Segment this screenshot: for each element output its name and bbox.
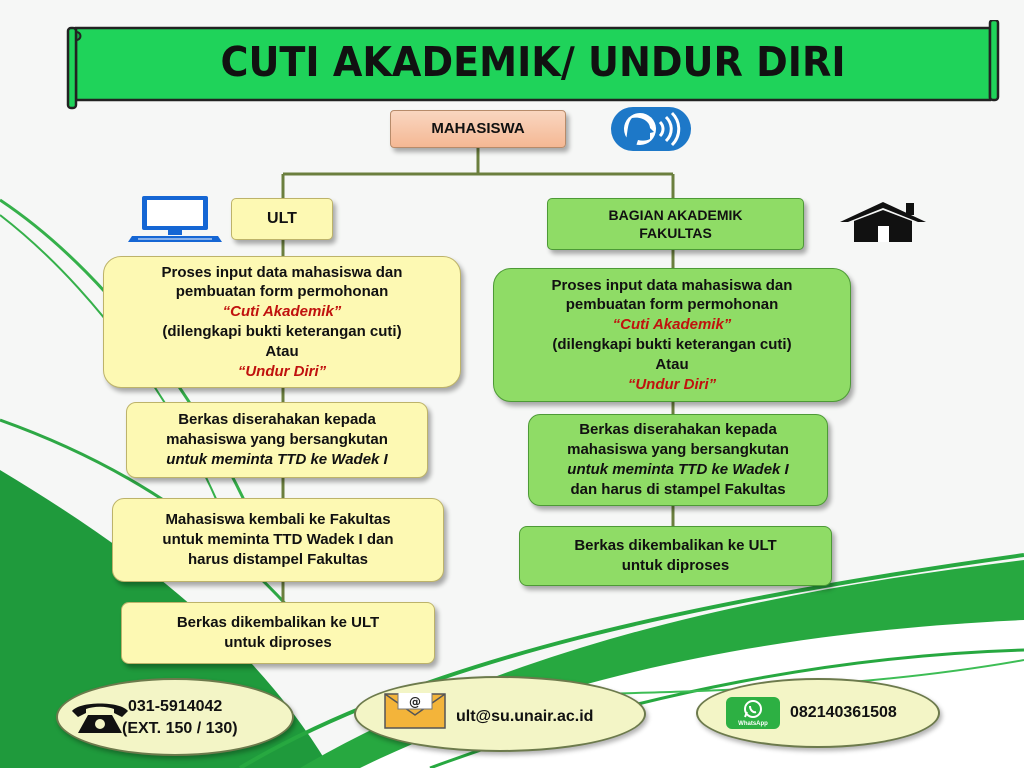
left-step-3: [112, 498, 444, 582]
left-step-1-line-5: Atau: [265, 342, 299, 360]
left-step-2-line-3: untuk meminta TTD ke Wadek I: [166, 450, 388, 468]
left-step-1-undur: “Undur Diri”: [237, 362, 327, 380]
left-step-1-line-4: (dilengkapi bukti keterangan cuti): [162, 323, 402, 340]
email-text: ult@su.unair.ac.id: [456, 708, 594, 725]
left-step-2-line-2: mahasiswa yang bersangkutan: [166, 431, 388, 449]
right-step-1-line-4: (dilengkapi bukti keterangan cuti): [552, 336, 792, 353]
mahasiswa-label: MAHASISWA: [431, 120, 525, 138]
whatsapp-number: 082140361508: [790, 704, 897, 721]
akademik-header: [547, 198, 804, 250]
ult-header: [231, 198, 333, 240]
right-step-3-line-2: untuk diproses: [621, 557, 730, 574]
house-icon: [838, 200, 928, 244]
phone-text: [122, 696, 238, 739]
left-step-4: [121, 602, 435, 664]
page-title: CUTI AKADEMIK/ UNDUR DIRI: [220, 38, 846, 86]
whatsapp-logo-text: WhatsApp: [738, 721, 768, 727]
akademik-header-line-2: FAKULTAS: [639, 225, 712, 241]
akademik-header-line-1: BAGIAN AKADEMIK: [608, 206, 743, 223]
right-step-1: [493, 268, 851, 402]
right-step-1-line-1: Proses input data mahasiswa dan: [551, 276, 793, 294]
right-step-2: [528, 414, 828, 506]
left-step-4-line-2: untuk diproses: [224, 634, 332, 651]
whatsapp-icon: [726, 697, 780, 729]
left-step-1-line-2: pembuatan form permohonan: [175, 283, 389, 301]
right-step-2-line-4: dan harus di stampel Fakultas: [570, 480, 786, 498]
speaking-person-icon: [610, 106, 692, 152]
left-step-1-line-1: Proses input data mahasiswa dan: [161, 263, 403, 281]
mahasiswa-node: [390, 110, 566, 148]
right-step-2-line-1: Berkas diserahakan kepada: [579, 421, 777, 439]
svg-text:@: @: [409, 695, 421, 709]
left-step-3-line-3: harus distampel Fakultas: [187, 550, 369, 568]
right-step-3: [519, 526, 832, 586]
right-step-3-line-1: Berkas dikembalikan ke ULT: [574, 537, 777, 555]
computer-icon: [128, 194, 224, 244]
right-step-1-undur: “Undur Diri”: [627, 375, 717, 393]
left-step-1-cuti: “Cuti Akademik”: [222, 303, 342, 321]
phone-extension: (EXT. 150 / 130): [122, 719, 238, 737]
right-step-1-line-2: pembuatan form permohonan: [565, 296, 779, 314]
envelope-icon: [384, 693, 446, 729]
phone-number: 031-5914042: [128, 698, 223, 715]
telephone-icon: [70, 701, 130, 735]
left-step-3-line-1: Mahasiswa kembali ke Fakultas: [165, 511, 391, 529]
right-step-2-line-3: untuk meminta TTD ke Wadek I: [567, 461, 789, 478]
right-step-1-cuti: “Cuti Akademik”: [612, 316, 732, 334]
left-step-2: [126, 402, 428, 478]
left-step-1: [103, 256, 461, 388]
title-banner: [66, 20, 1000, 110]
left-step-2-line-1: Berkas diserahakan kepada: [178, 411, 376, 429]
left-step-4-line-1: Berkas dikembalikan ke ULT: [176, 614, 380, 632]
left-step-3-line-2: untuk meminta TTD Wadek I dan: [162, 531, 394, 549]
ult-label: ULT: [267, 210, 297, 228]
right-step-1-line-5: Atau: [655, 355, 689, 373]
right-step-2-line-2: mahasiswa yang bersangkutan: [567, 441, 789, 459]
